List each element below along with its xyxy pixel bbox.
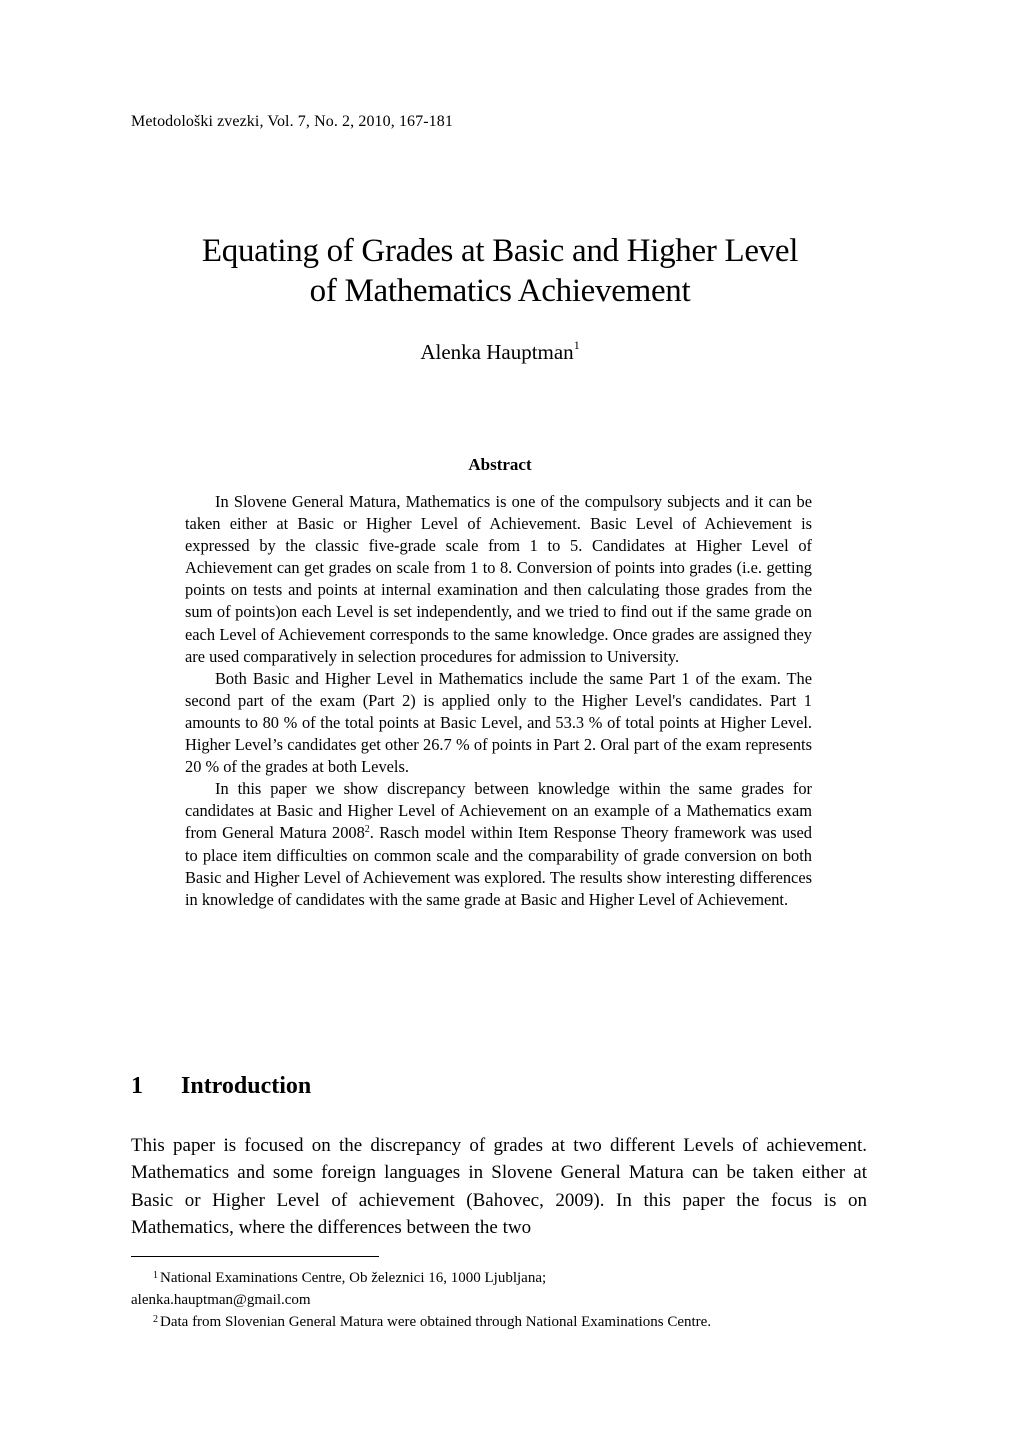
abstract-p3-before: In this paper we show discrepancy between knowledge within the same grades for candidates at Basic and Higher Level of Achievement on an example of a Mathematics exam from General Matura 2008: [185, 779, 812, 843]
abstract-body: [185, 491, 812, 911]
section-heading-introduction: [131, 1073, 311, 1100]
title-line-2: of Mathematics Achievement: [309, 273, 691, 309]
author-footnote-marker[interactable]: 1: [573, 338, 580, 352]
author-name: Alenka Hauptman: [420, 340, 574, 364]
paper-title: [0, 231, 1000, 311]
author: [0, 340, 1000, 365]
footnote-2: [131, 1311, 871, 1333]
section-number: 1: [131, 1073, 143, 1099]
footnote-1-email[interactable]: alenka.hauptman@gmail.com: [131, 1292, 311, 1308]
footnote-divider: [131, 1256, 379, 1257]
abstract-paragraph-3: [185, 778, 812, 911]
footnote-1-text: National Examinations Centre, Ob železnici 16, 1000 Ljubljana;: [160, 1270, 547, 1286]
abstract-heading: Abstract: [468, 455, 532, 474]
footnote-1: [131, 1267, 871, 1289]
footnotes: [131, 1267, 871, 1333]
abstract-paragraph-1: In Slovene General Matura, Mathematics is one of the compulsory subjects and it can be taken either at Basic or Higher Level of Achievement. Basic Level of Achievement is expressed by the classic five-grade scale from 1 to 5. Candidates at Higher Level of Achievement can get grades on scale from 1 to 8. Conversion of points into grades (i.e. getting points on tests and points at internal examination and then calculating those grades from the sum of points)on each Level is set independently, and we tried to find out if the same grade on each Level of Achievement corresponds to the same knowledge. Once grades are assigned they are used comparatively in selection procedures for admission to University.: [185, 492, 812, 666]
footnote-1-marker: 1: [153, 1270, 158, 1281]
footnote-2-marker: 2: [153, 1314, 158, 1325]
introduction-paragraph: This paper is focused on the discrepancy of grades at two different Levels of achievement. Mathematics and some foreign languages in Slovene General Matura can be taken either at Basic or Higher Level of achievement (Bahovec, 2009). In this paper the focus is on Mathematics, where the differences between the two: [131, 1135, 867, 1239]
title-line-1: Equating of Grades at Basic and Higher Level: [201, 233, 799, 269]
running-header: Metodološki zvezki, Vol. 7, No. 2, 2010, 167-181: [131, 113, 453, 130]
section-title: Introduction: [181, 1073, 312, 1099]
footnote-2-text: Data from Slovenian General Matura were obtained through National Examinations Centre.: [160, 1314, 712, 1330]
footnote-marker-2[interactable]: 2: [364, 824, 370, 836]
abstract-p3-after: . Rasch model within Item Response Theory framework was used to place item difficulties on common scale and the comparability of grade conversion on both Basic and Higher Level of Achievement was explored. The results show interesting differences in knowledge of candidates with the same grade at Basic and Higher Level of Achievement.: [185, 823, 812, 909]
abstract-paragraph-2: Both Basic and Higher Level in Mathematics include the same Part 1 of the exam. The second part of the exam (Part 2) is applied only to the Higher Level's candidates. Part 1 amounts to 80 % of the total points at Basic Level, and 53.3 % of total points at Higher Level. Higher Level’s candidates get other 26.7 % of points in Part 2. Oral part of the exam represents 20 % of the grades at both Levels.: [185, 668, 812, 777]
